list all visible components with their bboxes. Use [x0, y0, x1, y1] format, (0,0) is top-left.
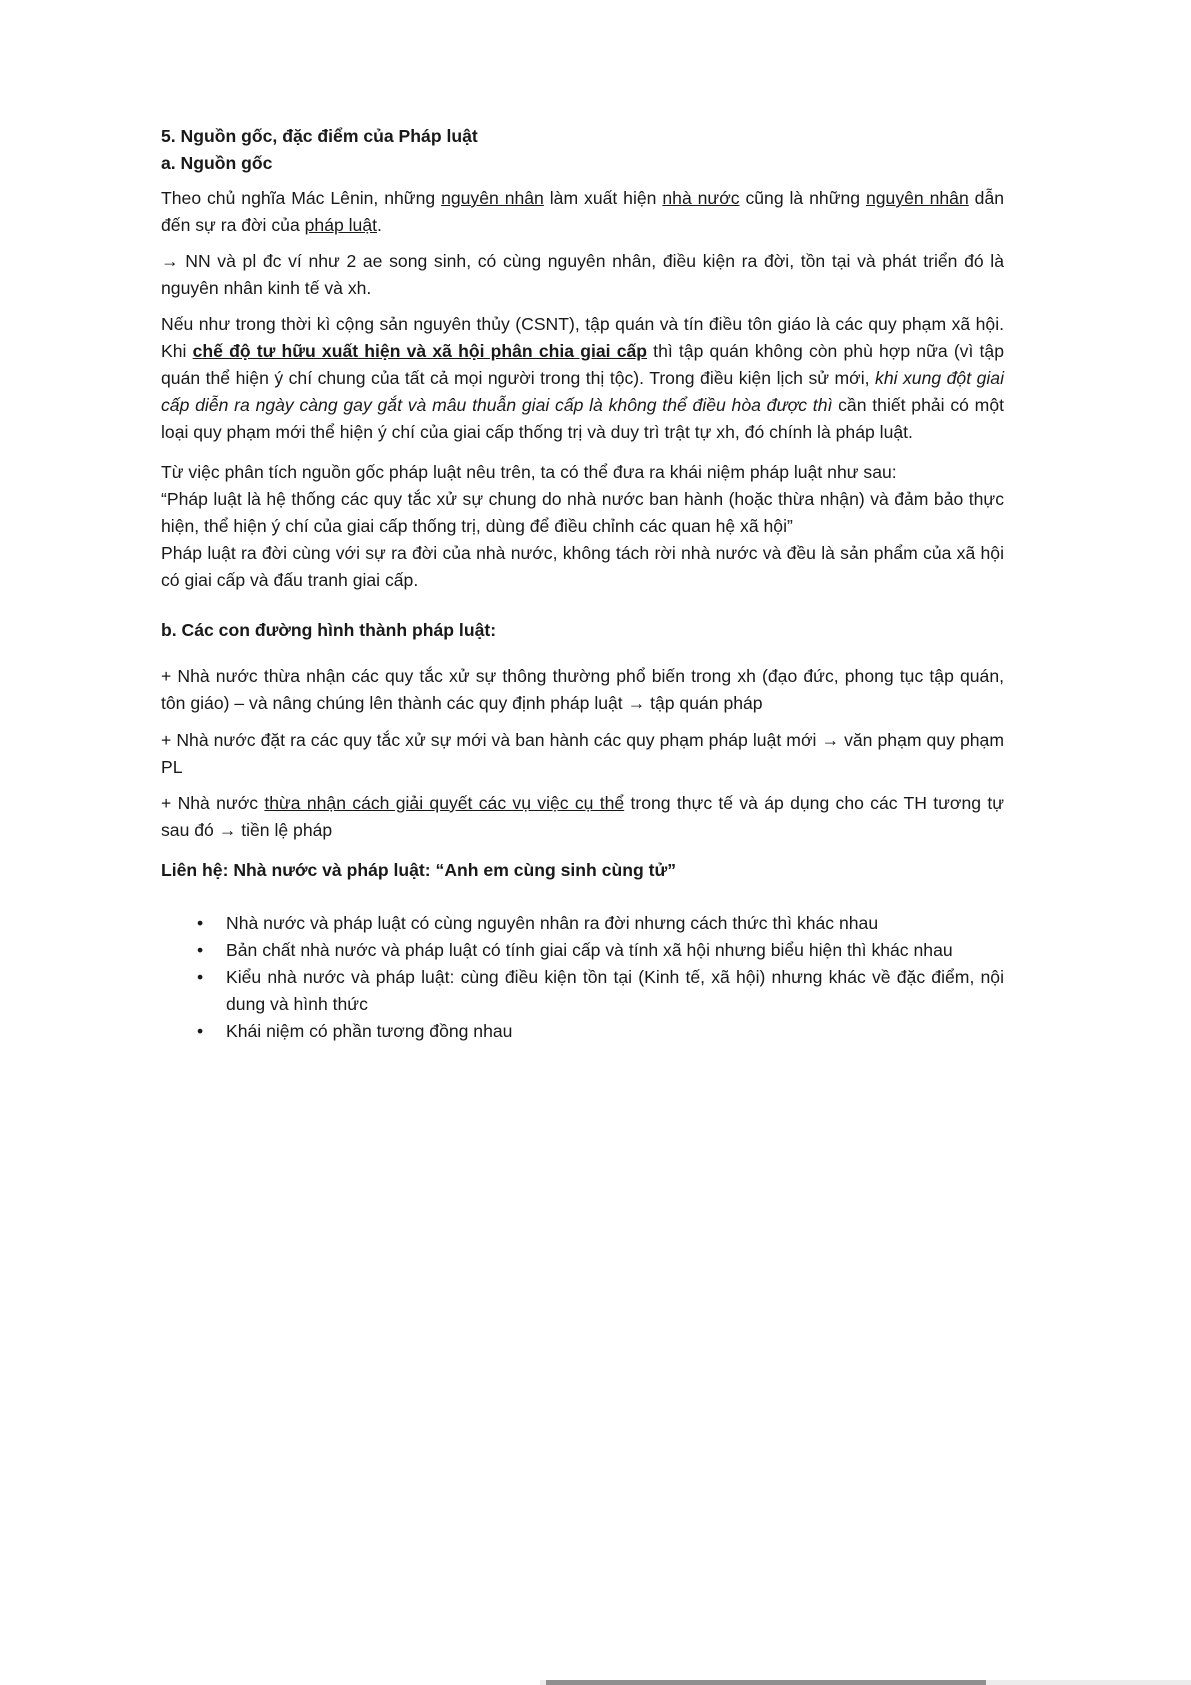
text-run: cũng là những	[739, 188, 866, 208]
text-run: thì tập quán không còn phù hợp nữa (vì tập quán thể hiện ý chí chung của tất cả mọi người trong thị tộc). Trong điều kiện lịch sử mới,	[161, 341, 1004, 388]
list-item-text: Khái niệm có phần tương đồng nhau	[226, 1021, 513, 1041]
heading-section-5: 5. Nguồn gốc, đặc điểm của Pháp luật	[161, 126, 478, 146]
comparison-bullet-list	[161, 910, 1004, 1045]
list-item	[197, 1018, 1004, 1045]
document-page	[161, 123, 1004, 1045]
horizontal-scrollbar-thumb[interactable]	[546, 1680, 986, 1685]
underlined-term: pháp luật	[304, 215, 378, 235]
bullet-icon: •	[197, 913, 204, 933]
horizontal-scrollbar-track[interactable]	[540, 1680, 1191, 1685]
list-item	[197, 937, 1004, 964]
heading-lien-he: Liên hệ: Nhà nước và pháp luật: “Anh em cùng sinh cùng tử”	[161, 860, 677, 880]
paragraph-definition-lead: Từ việc phân tích nguồn gốc pháp luật nêu trên, ta có thể đưa ra khái niệm pháp luật như sau:	[161, 462, 897, 482]
text-run: Nếu như trong thời kì cộng sản nguyên thủy (CSNT), tập quán và tín điều tôn giáo là các quy phạm xã hội. Khi	[161, 314, 1004, 361]
underlined-term: nguyên nhân	[441, 188, 544, 208]
list-item-text: Nhà nước và pháp luật có cùng nguyên nhân ra đời nhưng cách thức thì khác nhau	[226, 913, 879, 933]
paragraph-origin-intro	[161, 185, 1004, 239]
paragraph-arrow-twins: → NN và pl đc ví như 2 ae song sinh, có cùng nguyên nhân, điều kiện ra đời, tồn tại và phát triển đó là nguyên nhân kinh tế và xh.	[161, 251, 1004, 298]
paragraph-definition-note: Pháp luật ra đời cùng với sự ra đời của nhà nước, không tách rời nhà nước và đều là sản phẩm của xã hội có giai cấp và đấu tranh giai cấp.	[161, 543, 1004, 590]
paragraph-tien-le-phap	[161, 790, 1004, 844]
bullet-icon: •	[197, 967, 204, 987]
list-item	[197, 964, 1004, 1018]
list-item-text: Kiểu nhà nước và pháp luật: cùng điều kiện tồn tại (Kinh tế, xã hội) nhưng khác về đặc điểm, nội dung và hình thức	[226, 967, 1004, 1014]
text-run: .	[377, 215, 382, 235]
underlined-term: nhà nước	[662, 188, 740, 208]
list-item-text: Bản chất nhà nước và pháp luật có tính giai cấp và tính xã hội nhưng biểu hiện thì khác nhau	[226, 940, 953, 960]
heading-a-nguon-goc: a. Nguồn gốc	[161, 153, 273, 173]
text-run: Theo chủ nghĩa Mác Lênin, những	[161, 188, 442, 208]
paragraph-definition-quote: “Pháp luật là hệ thống các quy tắc xử sự chung do nhà nước ban hành (hoặc thừa nhận) và đảm bảo thực hiện, thể hiện ý chí của giai cấp thống trị, dùng để điều chỉnh các quan hệ xã hội”	[161, 489, 1004, 536]
paragraph-van-ban-quy-pham: + Nhà nước đặt ra các quy tắc xử sự mới và ban hành các quy phạm pháp luật mới → văn phạm quy phạm PL	[161, 730, 1004, 777]
heading-b-con-duong: b. Các con đường hình thành pháp luật:	[161, 620, 497, 640]
text-run: + Nhà nước	[161, 793, 265, 813]
underlined-term: nguyên nhân	[865, 188, 969, 208]
bullet-icon: •	[197, 1021, 204, 1041]
bold-underlined-phrase: chế độ tư hữu xuất hiện và xã hội phân chia giai cấp	[192, 341, 648, 361]
bullet-icon: •	[197, 940, 204, 960]
italic-phrase: khi xung đột giai cấp diễn ra ngày càng gay gắt và mâu thuẫn giai cấp là không thể điều hòa được thì	[161, 368, 1004, 415]
text-run: dẫn đến sự ra đời của	[161, 188, 1005, 235]
paragraph-tap-quan-phap: + Nhà nước thừa nhận các quy tắc xử sự thông thường phổ biến trong xh (đạo đức, phong tục tập quán, tôn giáo) – và nâng chúng lên thành các quy định pháp luật → tập quán pháp	[161, 666, 1004, 713]
text-run: làm xuất hiện	[543, 188, 663, 208]
list-item	[197, 910, 1004, 937]
text-run: cần thiết phải có một loại quy phạm mới thể hiện ý chí của giai cấp thống trị và duy trì trật tự xh, đó chính là pháp luật.	[161, 395, 1004, 442]
definition-group	[161, 459, 1004, 594]
section-headings	[161, 123, 1004, 177]
text-run: trong thực tế và áp dụng cho các TH tương tự sau đó → tiền lệ pháp	[161, 793, 1004, 840]
paragraph-csnt	[161, 311, 1004, 446]
underlined-phrase: thừa nhận cách giải quyết các vụ việc cụ thể	[264, 793, 625, 813]
